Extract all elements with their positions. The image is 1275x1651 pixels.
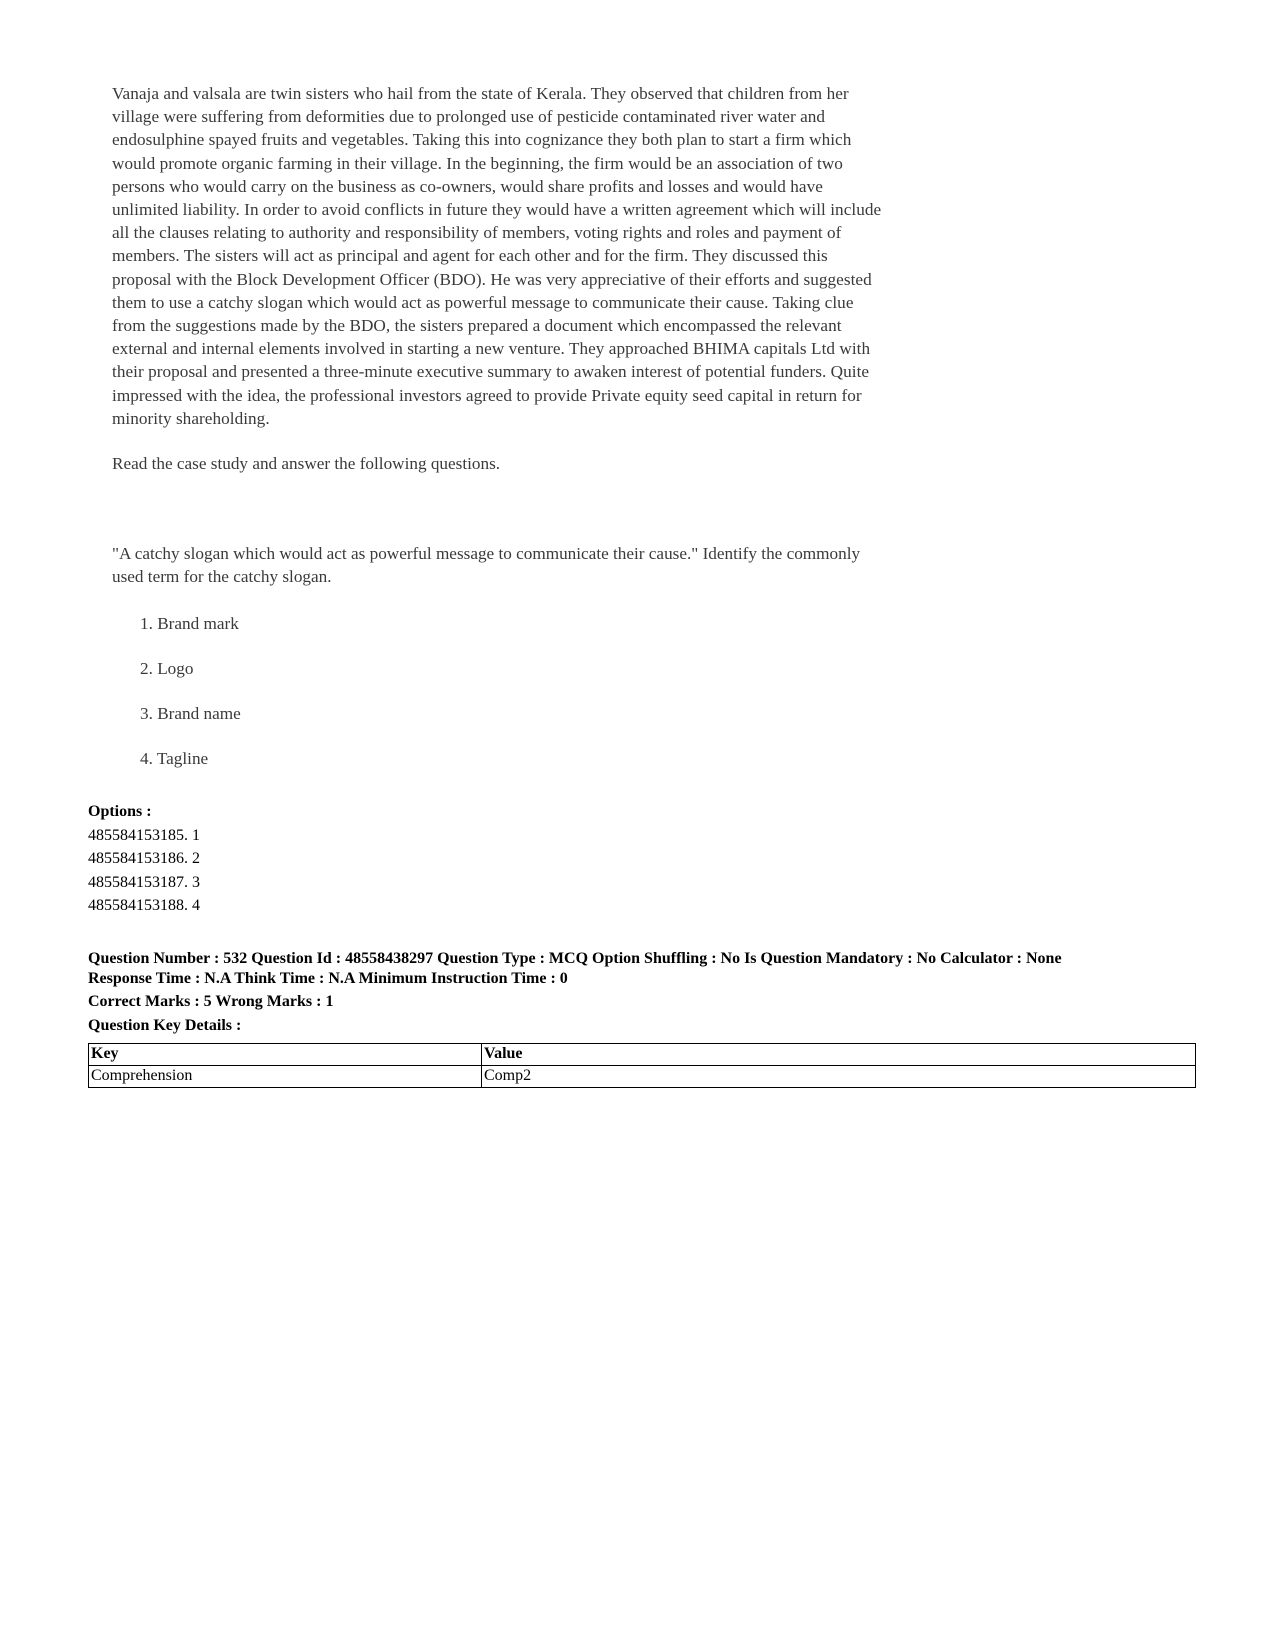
options-list xyxy=(88,800,200,918)
passage-line: all the clauses relating to authority and responsibility of members, voting rights and roles and payment of xyxy=(112,223,842,243)
passage-line: unlimited liability. In order to avoid conflicts in future they would have a written agreement which will include xyxy=(112,200,882,220)
table-cell-key: Comprehension xyxy=(89,1066,482,1088)
case-study-passage xyxy=(112,82,1012,430)
question-line: used term for the catchy slogan. xyxy=(112,567,332,586)
passage-line: proposal with the Block Development Officer (BDO). He was very appreciative of their efforts and suggested xyxy=(112,269,872,289)
answer-choice: 2. Logo xyxy=(140,659,194,678)
passage-line: persons who would carry on the business as co-owners, would share profits and losses and would have xyxy=(112,176,823,196)
passage-line: from the suggestions made by the BDO, the sisters prepared a document which encompassed the relevant xyxy=(112,316,842,336)
timing-info-line: Response Time : N.A Think Time : N.A Minimum Instruction Time : 0 xyxy=(88,969,568,987)
options-title: Options : xyxy=(88,803,152,820)
passage-line: endosulphine spayed fruits and vegetables. Taking this into cognizance they both plan to start a firm which xyxy=(112,130,852,150)
passage-line: impressed with the idea, the professional investors agreed to provide Private equity seed capital in return for xyxy=(112,385,862,405)
table-row xyxy=(89,1066,1196,1088)
table-cell-value: Comp2 xyxy=(482,1066,1196,1088)
question-key-table xyxy=(88,1043,1196,1088)
column-header-key: Key xyxy=(89,1044,482,1066)
answer-choice: 4. Tagline xyxy=(140,749,209,768)
question-line: "A catchy slogan which would act as powerful message to communicate their cause." Identify the commonly xyxy=(112,544,861,563)
option-item: 485584153188. 4 xyxy=(88,897,200,914)
passage-line: would promote organic farming in their village. In the beginning, the firm would be an association of two xyxy=(112,153,843,173)
instruction-text: Read the case study and answer the following questions. xyxy=(112,454,501,473)
option-item: 485584153185. 1 xyxy=(88,826,200,844)
answer-choices xyxy=(140,612,241,792)
question-metadata xyxy=(88,949,1198,1035)
passage-line: village were suffering from deformities due to prolonged use of pesticide contaminated river water and xyxy=(112,107,826,127)
column-header-value: Value xyxy=(482,1044,1196,1066)
question-stem xyxy=(112,542,860,588)
passage-line: members. The sisters will act as principal and agent for each other and for the firm. They discussed this xyxy=(112,246,828,266)
passage-line: minority shareholding. xyxy=(112,408,270,428)
scanned-question-image xyxy=(112,82,1012,768)
passage-line: their proposal and presented a three-minute executive summary to awaken interest of potential funders. Quite xyxy=(112,362,870,382)
passage-line: them to use a catchy slogan which would act as powerful message to communicate their cause. Taking clue xyxy=(112,292,854,312)
table-header-row xyxy=(89,1044,1196,1066)
answer-choice: 3. Brand name xyxy=(140,704,241,723)
option-item: 485584153186. 2 xyxy=(88,850,200,867)
passage-line: external and internal elements involved in starting a new venture. They approached BHIMA capitals Ltd with xyxy=(112,339,871,359)
option-item: 485584153187. 3 xyxy=(88,873,200,891)
passage-line: Vanaja and valsala are twin sisters who hail from the state of Kerala. They observed that children from her xyxy=(112,84,849,103)
marks-info: Correct Marks : 5 Wrong Marks : 1 xyxy=(88,993,334,1010)
question-info-line: Question Number : 532 Question Id : 48558438297 Question Type : MCQ Option Shuffling : No Is Question Mandatory : No Calculator : None xyxy=(88,950,1062,967)
answer-choice: 1. Brand mark xyxy=(140,614,239,633)
key-details-title: Question Key Details : xyxy=(88,1016,242,1034)
